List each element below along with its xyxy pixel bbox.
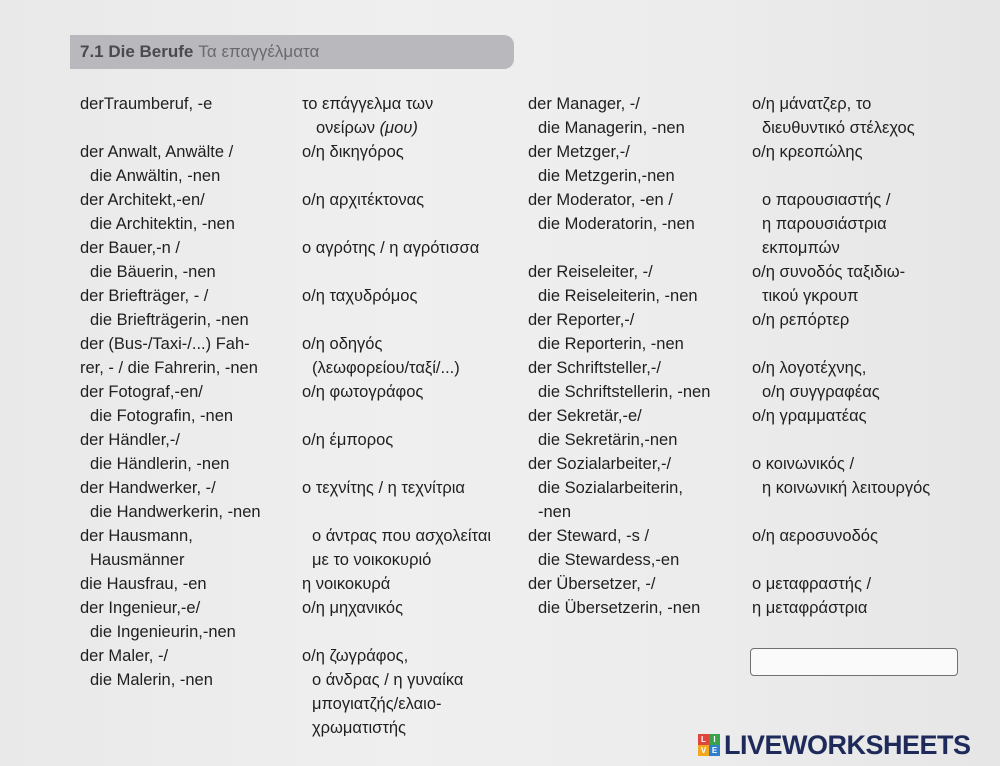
entry-line: (λεωφορείου/ταξί/...): [312, 359, 460, 377]
entry-line: die Reporterin, -nen: [538, 335, 684, 353]
entry-line: der Sozialarbeiter,-/: [528, 455, 672, 473]
entry-line: [752, 332, 930, 356]
entry-line: der Reiseleiter, -/: [528, 263, 653, 281]
column-1-greek: [302, 92, 491, 740]
entry-line: [752, 164, 930, 188]
entry-line: -nen: [538, 503, 572, 521]
entry-line: Hausmänner: [90, 551, 185, 569]
entry-line: η νοικοκυρά: [302, 575, 391, 593]
entry-line: [528, 236, 710, 260]
entry-line: ο/η αρχιτέκτονας: [302, 191, 425, 209]
entry-line: der Manager, -/: [528, 95, 640, 113]
entry-line: die Handwerkerin, -nen: [90, 503, 261, 521]
entry-line: ο/η αεροσυνοδός: [752, 527, 878, 545]
entry-line: der Reporter,-/: [528, 311, 635, 329]
entry-line: der Briefträger, - /: [80, 287, 209, 305]
entry-line: ο παρουσιαστής /: [762, 191, 891, 209]
entry-line: der Ingenieur,-e/: [80, 599, 201, 617]
entry-line: die Sozialarbeiterin,: [538, 479, 683, 497]
entry-line: [752, 428, 930, 452]
answer-input-box[interactable]: [750, 648, 958, 676]
entry-line: ο/η μάνατζερ, το: [752, 95, 872, 113]
entry-line: [302, 164, 491, 188]
liveworksheets-logo-icon: L I V E: [698, 734, 720, 756]
entry-line: die Malerin, -nen: [90, 671, 213, 689]
entry-line: η κοινωνική λειτουργός: [762, 479, 931, 497]
entry-line: der Hausmann,: [80, 527, 193, 545]
entry-line: [752, 500, 930, 524]
entry-line: der Sekretär,-e/: [528, 407, 642, 425]
entry-line: der Architekt,-en/: [80, 191, 205, 209]
entry-line: rer, - / die Fahrerin, -nen: [80, 359, 258, 377]
entry-line: die Managerin, -nen: [538, 119, 685, 137]
entry-line: η παρουσιάστρια: [762, 215, 887, 233]
entry-line: der Bauer,-n /: [80, 239, 180, 257]
entry-line: die Fotografin, -nen: [90, 407, 234, 425]
section-title-de: 7.1 Die Berufe: [80, 42, 194, 61]
entry-line: [752, 548, 930, 572]
entry-line: [302, 620, 491, 644]
entry-line: ο τεχνίτης / η τεχνίτρια: [302, 479, 465, 497]
entry-line: der Steward, -s /: [528, 527, 650, 545]
entry-line: die Ingenieurin,-nen: [90, 623, 236, 641]
entry-line: ο άνδρας / η γυναίκα: [312, 671, 464, 689]
entry-line: ο/η δικηγόρος: [302, 143, 404, 161]
section-title-el: Τα επαγγέλματα: [198, 42, 320, 61]
entry-line: der Moderator, -en /: [528, 191, 673, 209]
entry-line: die Bäuerin, -nen: [90, 263, 216, 281]
entry-line: διευθυντικό στέλεχος: [762, 119, 915, 137]
entry-line: die Moderatorin, -nen: [538, 215, 695, 233]
entry-line: der Schriftsteller,-/: [528, 359, 661, 377]
entry-line: die Schriftstellerin, -nen: [538, 383, 711, 401]
entry-line: die Anwältin, -nen: [90, 167, 221, 185]
entry-line: [302, 404, 491, 428]
entry-line: die Übersetzerin, -nen: [538, 599, 701, 617]
entry-line: ο/η έμπορος: [302, 431, 394, 449]
entry-line: der (Bus-/Taxi-/...) Fah-: [80, 335, 250, 353]
entry-italic-note: (μου): [379, 119, 418, 137]
entry-line: τικού γκρουπ: [762, 287, 859, 305]
column-2-german: [528, 92, 710, 620]
column-2-greek: [752, 92, 930, 620]
entry-line: ο άντρας που ασχολείται: [312, 527, 492, 545]
entry-line: η μεταφράστρια: [752, 599, 868, 617]
entry-line: ο/η γραμματέας: [752, 407, 867, 425]
entry-line: ο/η φωτογράφος: [302, 383, 424, 401]
entry-line: [80, 116, 261, 140]
liveworksheets-logo: [698, 730, 971, 760]
entry-line: [302, 260, 491, 284]
entry-line: ο/η κρεοπώλης: [752, 143, 863, 161]
entry-line: ο/η ταχυδρόμος: [302, 287, 418, 305]
entry-line: ο/η λογοτέχνης,: [752, 359, 867, 377]
entry-line: der Übersetzer, -/: [528, 575, 656, 593]
section-header: [70, 35, 514, 69]
entry-line: die Briefträgerin, -nen: [90, 311, 249, 329]
entry-line: χρωματιστής: [312, 719, 406, 737]
entry-line: die Metzgerin,-nen: [538, 167, 675, 185]
entry-line: der Händler,-/: [80, 431, 180, 449]
entry-line: εκπομπών: [762, 239, 840, 257]
entry-line: ο/η ζωγράφος,: [302, 647, 409, 665]
entry-line: der Handwerker, -/: [80, 479, 216, 497]
entry-line: ο/η μηχανικός: [302, 599, 404, 617]
entry-line: die Händlerin, -nen: [90, 455, 230, 473]
entry-line: die Architektin, -nen: [90, 215, 235, 233]
entry-line: το επάγγελμα των: [302, 95, 434, 113]
entry-line: ο/η συγγραφέας: [762, 383, 880, 401]
entry-line: ο κοινωνικός /: [752, 455, 855, 473]
liveworksheets-logo-text: LIVEWORKSHEETS: [724, 729, 971, 760]
entry-line: die Reiseleiterin, -nen: [538, 287, 698, 305]
entry-line: [302, 452, 491, 476]
entry-line: der Fotograf,-en/: [80, 383, 203, 401]
entry-line: ο/η οδηγός: [302, 335, 383, 353]
column-1-german: [80, 92, 261, 692]
entry-line: ο/η ρεπόρτερ: [752, 311, 850, 329]
entry-line: ονείρων (μου): [316, 119, 418, 137]
entry-line: die Sekretärin,-nen: [538, 431, 678, 449]
entry-line: die Hausfrau, -en: [80, 575, 207, 593]
entry-line: με το νοικοκυριό: [312, 551, 432, 569]
entry-line: μπογιατζής/ελαιο-: [312, 695, 442, 713]
entry-line: die Stewardess,-en: [538, 551, 680, 569]
entry-line: [302, 308, 491, 332]
entry-line: der Metzger,-/: [528, 143, 630, 161]
entry-line: [302, 212, 491, 236]
entry-line: ο/η συνοδός ταξιδιω-: [752, 263, 906, 281]
entry-line: derTraumberuf, -e: [80, 95, 213, 113]
entry-line: der Anwalt, Anwälte /: [80, 143, 234, 161]
entry-line: der Maler, -/: [80, 647, 169, 665]
entry-line: [302, 500, 491, 524]
entry-line: ο αγρότης / η αγρότισσα: [302, 239, 480, 257]
entry-line: ο μεταφραστής /: [752, 575, 872, 593]
